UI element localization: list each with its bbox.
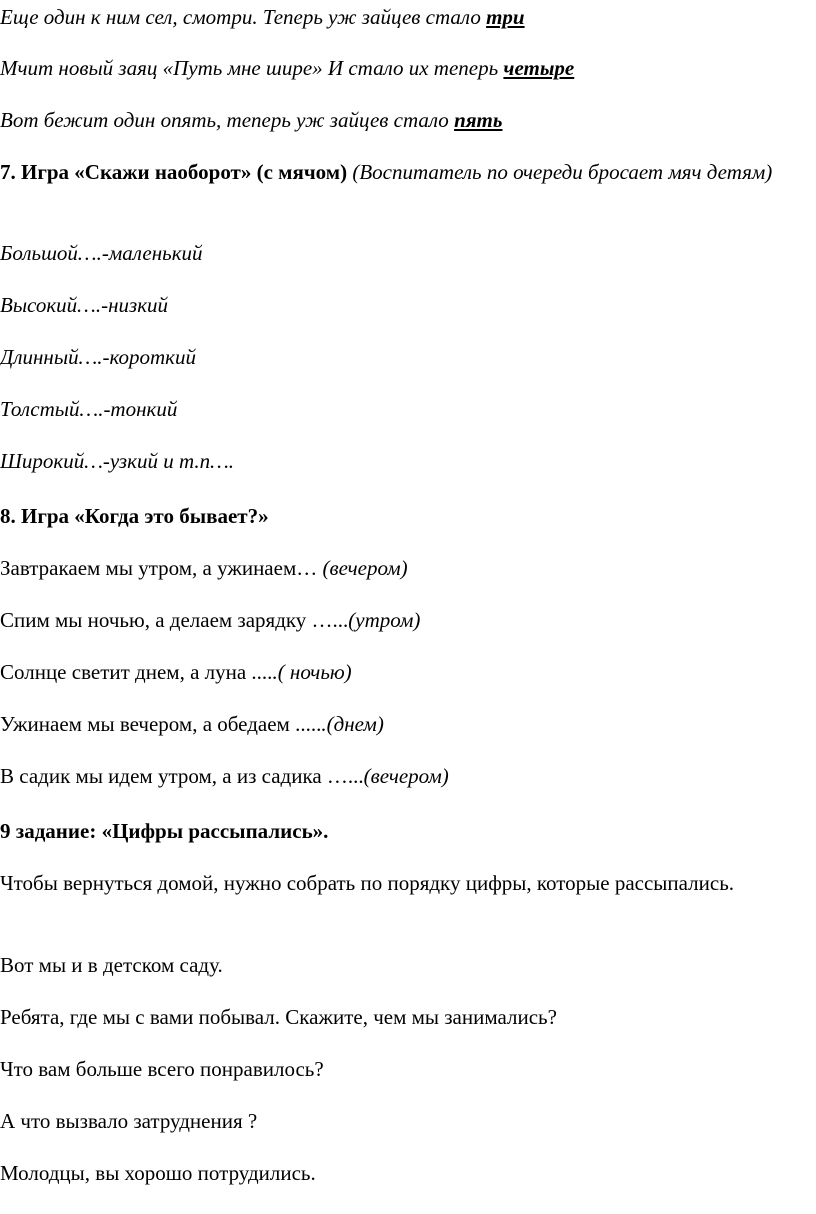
poem-line-2: Мчит новый заяц «Путь мне шире» И стало их теперь четыре [0,56,575,80]
task9-paragraph-3: Ребята, где мы с вами побывал. Скажите, чем мы занимались? [0,1005,557,1029]
game7-item-3: Длинный….-короткий [0,345,197,369]
task9-paragraph-2: Вот мы и в детском саду. [0,953,223,977]
game7-item-5: Широкий…-узкий и т.п…. [0,449,235,473]
poem-answer-2: четыре [503,56,575,80]
game8-item-4: Ужинаем мы вечером, а обедаем ......(днем) [0,712,384,736]
game7-heading: 7. Игра «Скажи наоборот» (с мячом) (Воспитатель по очереди бросает мяч детям) [0,160,773,184]
game8-item-2: Спим мы ночью, а делаем зарядку …...(утром) [0,608,421,632]
poem-line-1: Еще один к ним сел, смотри. Теперь уж зайцев стало три [0,5,525,29]
poem-line-3: Вот бежит один опять, теперь уж зайцев стало пять [0,108,503,132]
game8-heading: 8. Игра «Когда это бывает?» [0,504,269,528]
task9-heading: 9 задание: «Цифры рассыпались». [0,819,329,843]
task9-paragraph-1: Чтобы вернуться домой, нужно собрать по порядку цифры, которые рассыпались. [0,871,735,895]
game7-item-2: Высокий….-низкий [0,293,169,317]
poem-answer-1: три [486,5,525,29]
task9-paragraph-4: Что вам больше всего понравилось? [0,1057,324,1081]
game8-item-1: Завтракаем мы утром, а ужинаем… (вечером) [0,556,408,580]
game8-item-3: Солнце светит днем, а луна .....( ночью) [0,660,352,684]
poem-answer-3: пять [454,108,503,132]
game7-note: (Воспитатель по очереди бросает мяч детям) [347,160,773,184]
game7-item-4: Толстый….-тонкий [0,397,178,421]
game7-item-1: Большой….-маленький [0,241,203,265]
task9-paragraph-5: А что вызвало затруднения ? [0,1109,258,1133]
game8-item-5: В садик мы идем утром, а из садика …...(вечером) [0,764,449,788]
task9-paragraph-6: Молодцы, вы хорошо потрудились. [0,1161,316,1185]
